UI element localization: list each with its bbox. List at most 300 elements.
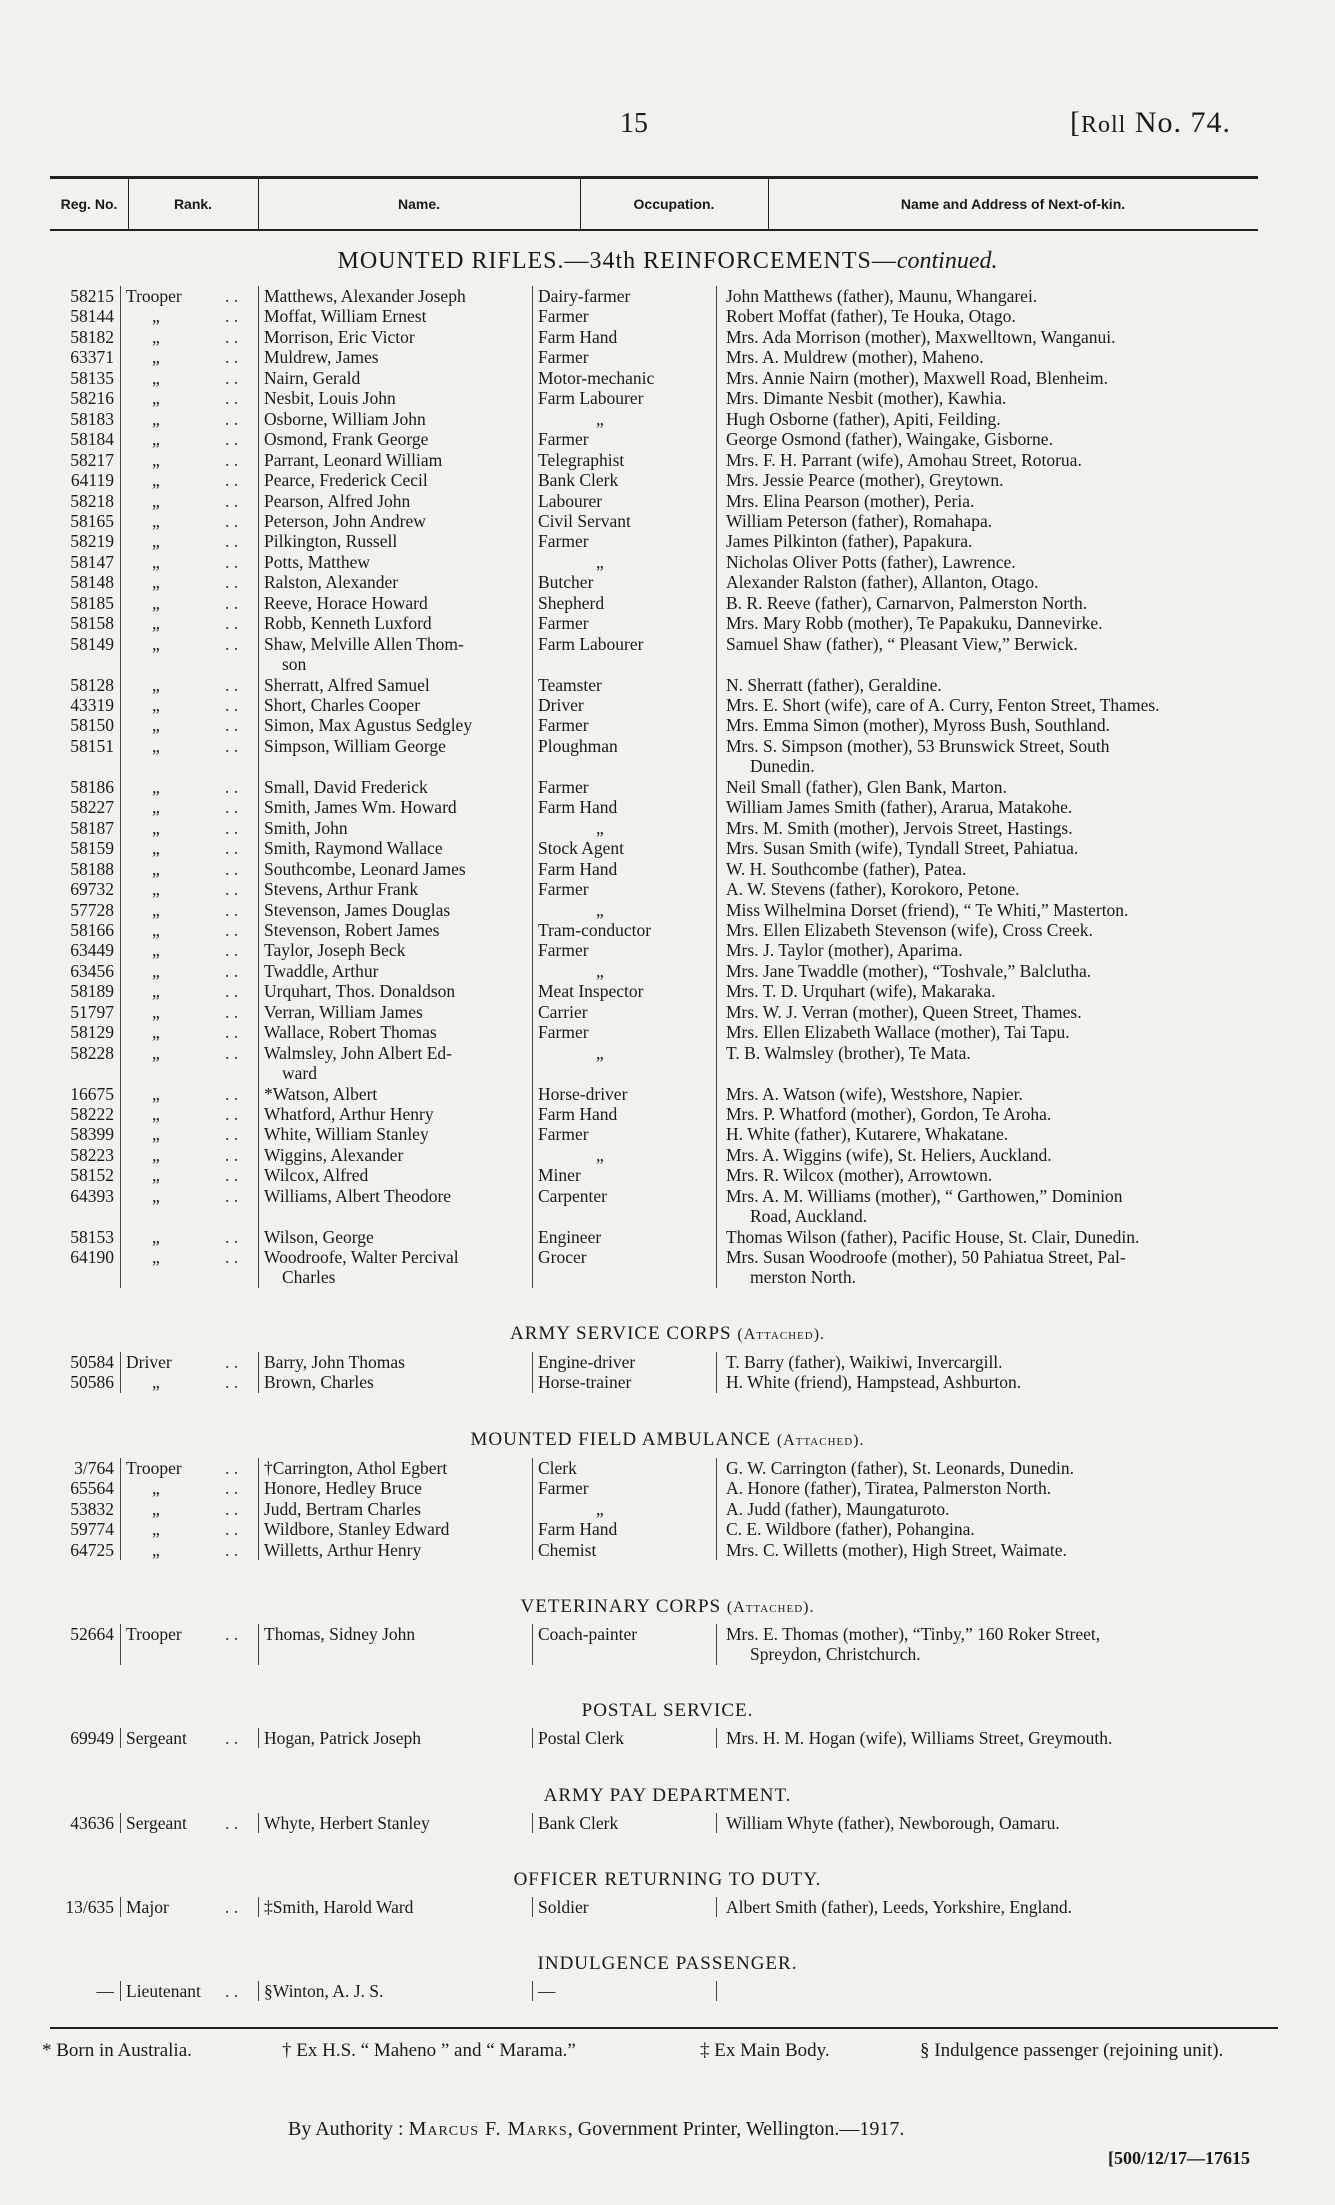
nok-line: Miss Wilhelmina Dorset (friend), “ Te Whiti,” Masterton. [726,899,1129,920]
dot-leader: . . [225,388,239,409]
table-row [0,1478,1335,1498]
column-rule [120,1813,121,1833]
next-of-kin [726,1227,1276,1247]
column-rule [120,1458,121,1560]
table-row [0,1458,1335,1478]
reg-number: 50586 [70,1372,114,1393]
name [264,695,526,715]
nok-line: Mrs. W. J. Verran (mother), Queen Street, Thames. [726,1001,1082,1022]
column-rule [532,1624,533,1665]
next-of-kin [726,1478,1276,1498]
occupation: Farm Labourer [538,388,644,409]
next-of-kin [726,368,1276,388]
next-of-kin [726,1728,1276,1748]
occupation: Clerk [538,1458,577,1478]
table-row [0,1186,1335,1227]
nok-line: A. Honore (father), Tiratea, Palmerston North. [726,1478,1052,1499]
occupation: Horse-driver [538,1083,628,1104]
column-rule [716,1813,717,1833]
nok-line: Samuel Shaw (father), “ Pleasant View,” Berwick. [726,633,1078,654]
occupation: Farmer [538,1124,589,1145]
dot-leader: . . [225,306,239,327]
name [264,1352,526,1372]
section-title-text: POSTAL SERVICE. [581,1700,754,1721]
name [264,1478,526,1498]
rank: „ [152,1083,160,1104]
name [264,368,526,388]
name-line: Whatford, Arthur Henry [264,1104,434,1124]
nok-line: T. Barry (father), Waikiwi, Invercargill. [726,1352,1003,1372]
next-of-kin [726,961,1276,981]
name [264,1897,526,1917]
page-number: 15 [620,108,648,139]
name [264,797,526,817]
roll-label: Roll [1081,112,1127,138]
next-of-kin [726,900,1276,920]
rank: „ [152,1372,160,1393]
name-line: Smith, Raymond Wallace [264,838,443,859]
next-of-kin [726,1813,1276,1833]
dot-leader: . . [225,1352,239,1372]
dot-leader: . . [225,613,239,634]
reg-number: 64119 [70,470,114,491]
table-row [0,1022,1335,1042]
occupation: Dairy-farmer [538,286,631,306]
rank: „ [152,1124,160,1145]
nok-line: Mrs. E. Thomas (mother), “Tinby,” 160 Roker Street, [726,1624,1101,1644]
table-row [0,838,1335,858]
occupation: „ [596,899,604,920]
reg-number: 58185 [70,592,114,613]
nok-line: Mrs. T. D. Urquhart (wife), Makaraka. [726,981,996,1002]
column-rule [716,1352,717,1393]
nok-line: Mrs. S. Simpson (mother), 53 Brunswick Street, South [726,735,1110,756]
rank: „ [152,879,160,900]
name [264,409,526,429]
dot-leader: . . [225,858,239,879]
dot-leader: . . [225,1247,239,1268]
occupation: Farmer [538,531,589,552]
rank: „ [152,1001,160,1022]
occupation: Bank Clerk [538,1813,619,1833]
occupation: Engineer [538,1226,602,1247]
name-line: Smith, James Wm. Howard [264,797,457,818]
column-rule [532,1352,533,1393]
dot-leader: . . [225,510,239,531]
roll-no: No. 74. [1134,106,1232,139]
next-of-kin [726,470,1276,490]
dot-leader: . . [225,1458,239,1478]
name-line: Matthews, Alexander Joseph [264,286,466,306]
section-title-text: ARMY PAY DEPARTMENT. [543,1785,792,1806]
section-title-text: VETERINARY CORPS [520,1596,722,1617]
column-rule [532,1728,533,1748]
next-of-kin [726,1372,1276,1392]
reg-number: 58159 [70,838,114,859]
rank: „ [152,1519,160,1540]
name-line: Charles [282,1267,336,1288]
nok-line: Mrs. P. Whatford (mother), Gordon, Te Aroha. [726,1104,1052,1124]
nok-line: Neil Small (father), Glen Bank, Marton. [726,776,1007,797]
rank: „ [152,347,160,368]
next-of-kin [726,1352,1276,1372]
dot-leader: . . [225,1144,239,1165]
table-row [0,347,1335,367]
rank: „ [152,940,160,961]
nok-line: William James Smith (father), Ararua, Matakohe. [726,797,1073,818]
name [264,961,526,981]
name [264,1728,526,1748]
dot-leader: . . [225,1372,239,1393]
rank: „ [152,695,160,715]
name-line: White, William Stanley [264,1124,429,1145]
next-of-kin [726,777,1276,797]
occupation: Farmer [538,1022,589,1043]
dot-leader: . . [225,633,239,654]
section-title-veterinary-corps [0,1596,1335,1618]
rank: Trooper [126,1624,182,1644]
rank: „ [152,960,160,981]
dot-leader: . . [225,490,239,511]
table-row [0,1145,1335,1165]
header-reg-no: Reg. No. [50,179,129,229]
name [264,1084,526,1104]
rank: „ [152,306,160,327]
rank: „ [152,1247,160,1268]
column-rule [258,1728,259,1748]
name-line: Morrison, Eric Victor [264,326,415,347]
nok-line: Mrs. Dimante Nesbit (mother), Kawhia. [726,388,1007,409]
occupation: Farmer [538,715,589,736]
next-of-kin [726,1624,1276,1664]
footnote-indulgence: § Indulgence passenger (rejoining unit). [920,2040,1224,2061]
name [264,1813,526,1833]
section-title-text: MOUNTED FIELD AMBULANCE [470,1429,772,1450]
table-row [0,940,1335,960]
rank: Lieutenant [126,1981,201,2001]
name-line: Robb, Kenneth Luxford [264,613,432,634]
rank: Trooper [126,1458,182,1478]
name-line: Williams, Albert Theodore [264,1185,452,1206]
name-line: Willetts, Arthur Henry [264,1539,422,1560]
next-of-kin [726,1499,1276,1519]
name [264,1186,526,1206]
dot-leader: . . [225,715,239,736]
dot-leader: . . [225,470,239,491]
nok-line: John Matthews (father), Maunu, Whangarei. [726,286,1038,306]
rank: „ [152,858,160,879]
reg-number: 58150 [70,715,114,736]
rank: „ [152,1165,160,1186]
table-row [0,879,1335,899]
occupation: Farm Hand [538,858,618,879]
next-of-kin [726,450,1276,470]
footnote-born: * Born in Australia. [42,2040,192,2061]
reg-number: 53832 [70,1498,114,1519]
rank: „ [152,449,160,470]
roll-number [1070,106,1231,140]
occupation: Farm Hand [538,1104,618,1124]
column-rule [716,1728,717,1748]
occupation: „ [596,1144,604,1165]
name-line: ‡Smith, Harold Ward [264,1897,414,1917]
reg-number: 58153 [70,1226,114,1247]
section-title-text: ARMY SERVICE CORPS [509,1323,732,1344]
next-of-kin [726,1084,1276,1104]
section-title-attached: (Attached). [776,1432,865,1449]
name [264,1165,526,1185]
name-line: Judd, Bertram Charles [264,1498,421,1519]
name [264,838,526,858]
next-of-kin [726,1247,1276,1287]
reg-number: 58217 [70,449,114,470]
name [264,1458,526,1478]
section-title-postal-service [0,1700,1335,1722]
name-line: Nesbit, Louis John [264,388,396,409]
rank: „ [152,919,160,940]
occupation: Farmer [538,940,589,961]
column-rule [716,1624,717,1665]
name-line: Wiggins, Alexander [264,1144,404,1165]
name-line: Muldrew, James [264,347,379,368]
reg-number: 57728 [70,899,114,920]
nok-line: Mrs. Ellen Elizabeth Wallace (mother), Tai Tapu. [726,1022,1070,1043]
next-of-kin [726,1897,1276,1917]
rank: Major [126,1897,169,1917]
section-title-attached: (Attached). [726,1599,815,1616]
reg-number: 50584 [70,1352,114,1372]
occupation: Labourer [538,490,603,511]
header-name: Name. [258,179,581,229]
table-row [0,1043,1335,1084]
name [264,1104,526,1124]
next-of-kin [726,572,1276,592]
table-row [0,1165,1335,1185]
name-line: Hogan, Patrick Joseph [264,1728,421,1748]
table-row [0,675,1335,695]
name-line: Wallace, Robert Thomas [264,1022,437,1043]
dot-leader: . . [225,879,239,900]
dot-leader: . . [225,735,239,756]
occupation: Civil Servant [538,510,631,531]
occupation: Butcher [538,572,594,593]
table-row [0,1124,1335,1144]
section-title-field-ambulance [0,1429,1335,1451]
nok-line: B. R. Reeve (father), Carnarvon, Palmerston North. [726,592,1088,613]
dot-leader: . . [225,1022,239,1043]
reg-number: 43636 [70,1813,114,1833]
table-row [0,1002,1335,1022]
dot-leader: . . [225,1185,239,1206]
footnote-ex-hs: † Ex H.S. “ Maheno ” and “ Marama.” [282,2040,576,2061]
reg-number: 51797 [70,1001,114,1022]
main-title-continued: continued. [896,248,998,274]
reg-number: 58227 [70,797,114,818]
dot-leader: . . [225,1226,239,1247]
reg-number: 58151 [70,735,114,756]
reg-number: 58187 [70,817,114,838]
occupation: — [538,1981,556,2001]
reg-number: 58215 [70,286,114,306]
column-rule [120,1897,121,1917]
occupation: „ [596,817,604,838]
name [264,306,526,326]
name [264,429,526,449]
footnote-ex-main: ‡ Ex Main Body. [700,2040,830,2061]
reg-number: 58182 [70,326,114,347]
reg-number: 58158 [70,613,114,634]
name-line: Osborne, William John [264,408,426,429]
dot-leader: . . [225,449,239,470]
rank: „ [152,1144,160,1165]
name-line: Smith, John [264,817,348,838]
next-of-kin [726,1165,1276,1185]
occupation: Carpenter [538,1185,607,1206]
occupation: Motor-mechanic [538,367,655,388]
name-line: Sherratt, Alfred Samuel [264,674,430,695]
reg-number: 58223 [70,1144,114,1165]
table-row [0,593,1335,613]
name [264,879,526,899]
dot-leader: . . [225,1083,239,1104]
occupation: „ [596,1042,604,1063]
reg-number: 58166 [70,919,114,940]
name [264,675,526,695]
name [264,470,526,490]
dot-leader: . . [225,674,239,695]
name [264,531,526,551]
name-line: son [282,653,307,674]
next-of-kin [726,347,1276,367]
reg-number: 3/764 [74,1458,114,1478]
rank: „ [152,429,160,450]
next-of-kin [726,306,1276,326]
next-of-kin [726,1186,1276,1226]
column-rule [120,1981,121,2001]
dot-leader: . . [225,838,239,859]
rank: „ [152,470,160,491]
section-title-text: INDULGENCE PASSENGER. [537,1953,798,1974]
nok-line: Mrs. A. M. Williams (mother), “ Garthowen,” Dominion [726,1185,1123,1206]
name-line: Walmsley, John Albert Ed- [264,1042,452,1063]
table-row [0,491,1335,511]
occupation: Stock Agent [538,838,625,859]
next-of-kin [726,388,1276,408]
name-line: Peterson, John Andrew [264,510,426,531]
reg-number: 58183 [70,408,114,429]
nok-line: Mrs. Mary Robb (mother), Te Papakuku, Dannevirke. [726,613,1103,634]
name-line: Parrant, Leonard William [264,449,443,470]
rank: „ [152,817,160,838]
next-of-kin [726,491,1276,511]
nok-line: Mrs. R. Wilcox (mother), Arrowtown. [726,1165,993,1186]
next-of-kin [726,695,1276,715]
rank: „ [152,715,160,736]
roll-bracket: [ [1070,106,1081,139]
name-line: Small, David Frederick [264,776,428,797]
name [264,613,526,633]
next-of-kin [726,1022,1276,1042]
next-of-kin [726,1104,1276,1124]
occupation: „ [596,408,604,429]
occupation: „ [596,1498,604,1519]
name [264,920,526,940]
occupation: Farm Hand [538,797,618,818]
name-line: Urquhart, Thos. Donaldson [264,981,456,1002]
dot-leader: . . [225,981,239,1002]
rank: „ [152,388,160,409]
header-next-of-kin: Name and Address of Next-of-kin. [900,196,1126,212]
rank: „ [152,899,160,920]
dot-leader: . . [225,695,239,715]
next-of-kin [726,1043,1276,1063]
nok-line: Mrs. Ada Morrison (mother), Maxwelltown, Wanganui. [726,326,1116,347]
occupation: Driver [538,695,584,715]
occupation: Farmer [538,1478,589,1499]
rank: „ [152,490,160,511]
table-row [0,1519,1335,1539]
reg-number: 58129 [70,1022,114,1043]
name-line: Short, Charles Cooper [264,695,421,715]
name-line: Stevenson, Robert James [264,919,440,940]
reg-number: 64725 [70,1539,114,1560]
reg-number: 59774 [70,1519,114,1540]
name [264,1247,526,1287]
header-rank: Rank. [128,179,259,229]
reg-number: 13/635 [65,1897,114,1917]
nok-line: C. E. Wildbore (father), Pohangina. [726,1519,975,1540]
next-of-kin [726,1540,1276,1560]
next-of-kin [726,593,1276,613]
name [264,1624,526,1644]
table-row [0,450,1335,470]
column-rule [532,1458,533,1560]
table-row [0,1813,1335,1833]
occupation: Farmer [538,429,589,450]
nok-line: G. W. Carrington (father), St. Leonards, Dunedin. [726,1458,1074,1478]
rank: „ [152,633,160,654]
dot-leader: . . [225,1624,239,1644]
name [264,736,526,756]
table-row [0,715,1335,735]
dot-leader: . . [225,1165,239,1186]
occupation: Bank Clerk [538,470,619,491]
reg-number: 58189 [70,981,114,1002]
table-row [0,1728,1335,1748]
dot-leader: . . [225,408,239,429]
dot-leader: . . [225,1539,239,1560]
dot-leader: . . [225,776,239,797]
name-line: †Carrington, Athol Egbert [264,1458,448,1478]
table-row [0,531,1335,551]
name [264,981,526,1001]
occupation: Farmer [538,613,589,634]
nok-line: Albert Smith (father), Leeds, Yorkshire, England. [726,1897,1073,1917]
dot-leader: . . [225,551,239,572]
table-row [0,1084,1335,1104]
next-of-kin [726,1145,1276,1165]
nok-line: Mrs. Susan Woodroofe (mother), 50 Pahiatua Street, Pal- [726,1247,1126,1268]
nok-line: Road, Auckland. [750,1205,868,1226]
name [264,1499,526,1519]
rank: „ [152,735,160,756]
table-row [0,1104,1335,1124]
reg-number: 63371 [70,347,114,368]
dot-leader: . . [225,1104,239,1124]
column-rule [532,286,533,1288]
rank: Sergeant [126,1813,187,1833]
rank: „ [152,1539,160,1560]
